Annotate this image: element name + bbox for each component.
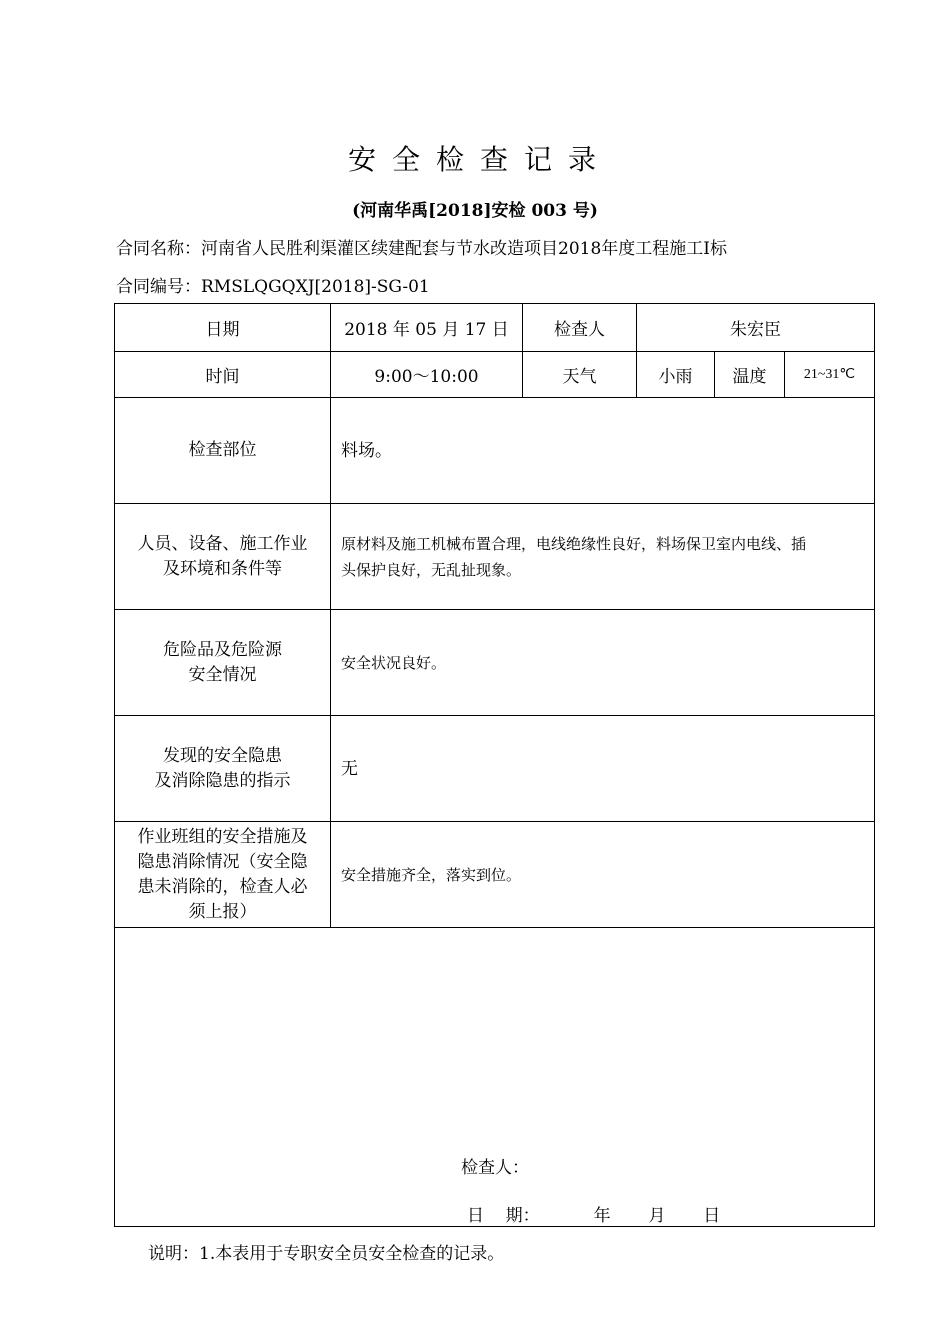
measures-label-line-3: 患未消除的，检查人必 <box>137 876 308 897</box>
risk-label <box>115 716 331 822</box>
date-value: 2018 年 05 月 17 日 <box>331 304 523 352</box>
signature-date: 日 期： 年 月 日 <box>467 1206 721 1226</box>
risk-row <box>115 716 875 822</box>
date-label: 日期 <box>115 304 331 352</box>
signature-inspector: 检查人： <box>461 1158 529 1178</box>
risk-label-line-1: 发现的安全隐患 <box>163 745 282 766</box>
hazard-value: 安全状况良好。 <box>331 610 875 716</box>
temperature-label: 温度 <box>715 352 785 398</box>
conditions-value <box>331 504 875 610</box>
temperature-value: 21~31℃ <box>785 352 875 398</box>
location-row <box>115 398 875 504</box>
inspector-label: 检查人 <box>523 304 637 352</box>
hazard-label-line-1: 危险品及危险源 <box>163 639 282 660</box>
document-title: 安全检查记录 <box>347 143 612 176</box>
risk-label-line-2: 及消除隐患的指示 <box>154 770 291 791</box>
conditions-label <box>115 504 331 610</box>
contract-code: 合同编号：RMSLQGQXJ[2018]-SG-01 <box>116 277 430 297</box>
time-row <box>115 352 875 398</box>
time-label: 时间 <box>115 352 331 398</box>
risk-value: 无 <box>331 716 875 822</box>
hazard-label-line-2: 安全情况 <box>188 664 257 685</box>
inspection-form-table <box>114 303 875 1227</box>
conditions-value-line-1: 原材料及施工机械布置合理，电线绝缘性良好，料场保卫室内电线、插 <box>341 534 807 553</box>
location-value: 料场。 <box>331 398 875 504</box>
hazard-row <box>115 610 875 716</box>
contract-name: 合同名称：河南省人民胜利渠灌区续建配套与节水改造项目2018年度工程施工Ⅰ标 <box>116 239 727 259</box>
conditions-label-line-1: 人员、设备、施工作业 <box>137 533 308 554</box>
document-number: (河南华禹[2018]安检 003 号) <box>352 201 598 221</box>
weather-label: 天气 <box>523 352 637 398</box>
measures-label <box>115 822 331 928</box>
measures-row <box>115 822 875 928</box>
weather-value: 小雨 <box>637 352 715 398</box>
location-label: 检查部位 <box>115 398 331 504</box>
conditions-row <box>115 504 875 610</box>
conditions-label-line-2: 及环境和条件等 <box>163 558 282 579</box>
date-row <box>115 304 875 352</box>
footnote: 说明：1.本表用于专职安全员安全检查的记录。 <box>148 1244 505 1264</box>
measures-value: 安全措施齐全，落实到位。 <box>331 822 875 928</box>
measures-label-line-2: 隐患消除情况（安全隐 <box>137 851 308 872</box>
conditions-value-line-2: 头保护良好，无乱扯现象。 <box>341 560 522 579</box>
measures-label-line-1: 作业班组的安全措施及 <box>137 826 308 847</box>
signature-area <box>115 928 875 1227</box>
hazard-label <box>115 610 331 716</box>
measures-label-line-4: 须上报） <box>188 901 257 922</box>
inspector-value: 朱宏臣 <box>637 304 875 352</box>
signature-row <box>115 928 875 1227</box>
time-value: 9:00～10:00 <box>331 352 523 398</box>
